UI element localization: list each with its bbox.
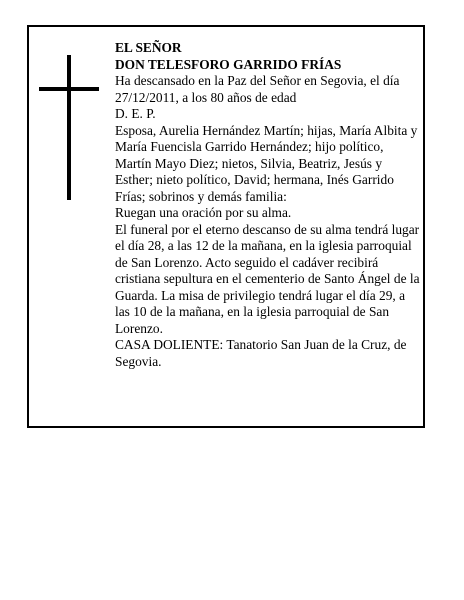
rest-in-peace: D. E. P. [115,106,156,121]
prayer-request: Ruegan una oración por su alma. [115,205,292,220]
cross-vertical-bar [67,55,71,200]
deceased-title: EL SEÑOR [115,40,182,55]
death-announcement: Ha descansado en la Paz del Señor en Segovia, el día 27/12/2011, a los 80 años de edad [115,73,400,105]
mourning-house: CASA DOLIENTE: Tanatorio San Juan de la Cruz, de Segovia. [115,337,407,369]
family-list: Esposa, Aurelia Hernández Martín; hijas, María Albita y María Fuencisla Garrido Hernández; hijo político, Martín Mayo Diez; nietos, Silvia, Beatriz, Jesús y Esther; nieto político, David; hermana, Inés Garrido Frías; sobrinos y demás familia: [115,122,418,204]
obituary-notice [27,25,425,428]
funeral-details: El funeral por el eterno descanso de su alma tendrá lugar el día 28, a las 12 de la mañana, en la iglesia parroquial de San Lorenzo. Acto seguido el cadáver recibirá cristiana sepultura en el cementerio de Santo Ángel de la Guarda. La misa de privilegio tendrá lugar el día 29, a las 10 de la mañana, en la iglesia parroquial de San Lorenzo. [115,221,420,336]
latin-cross-icon [39,55,99,200]
cross-horizontal-bar [39,87,99,91]
notice-body [115,40,420,370]
deceased-name: DON TELESFORO GARRIDO FRÍAS [115,56,342,72]
